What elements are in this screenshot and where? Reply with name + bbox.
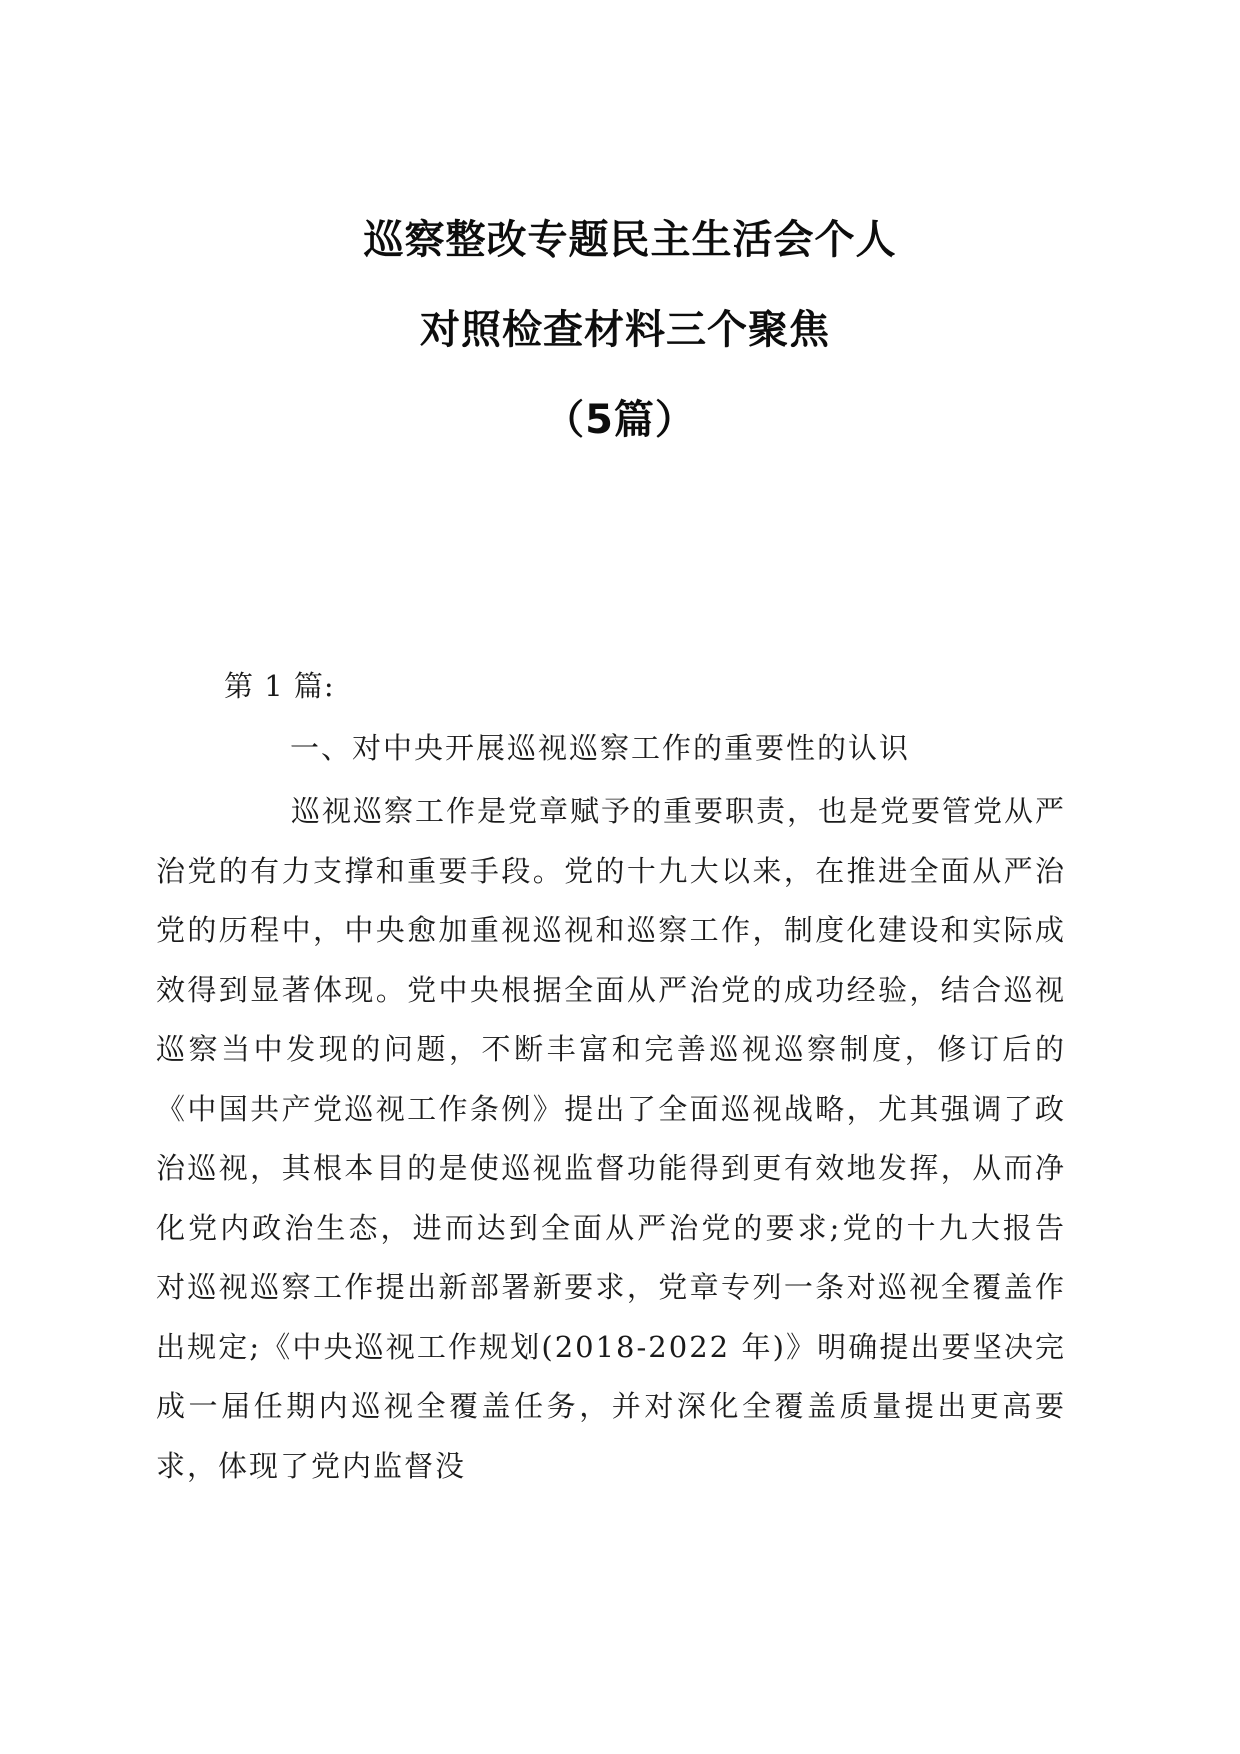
chapter-label: 第 1 篇: — [224, 669, 335, 703]
body-paragraph: 巡视巡察工作是党章赋予的重要职责，也是党要管党从严治党的有力支撑和重要手段。党的十九大以来，在推进全面从严治党的历程中，中央愈加重视巡视和巡察工作，制度化建设和实际成效得到显著体现。党中央根据全面从严治党的成功经验，结合巡视巡察当中发现的问题，不断丰富和完善巡视巡察制度，修订后的《中国共产党巡视工作条例》提出了全面巡视战略，尤其强调了政治巡视，其根本目的是使巡视监督功能得到更有效地发挥，从而净化党内政治生态，进而达到全面从严治党的要求;党的十九大报告对巡视巡察工作提出新部署新要求，党章专列一条对巡视全覆盖作出规定;《中央巡视工作规划(2018-2022 年)》明确提出要坚决完成一届任期内巡视全覆盖任务，并对深化全覆盖质量提出更高要求，体现了党内监督没 — [156, 794, 1067, 1483]
title-line-1: 巡察整改专题民主生活会个人 — [363, 217, 897, 263]
document-title — [0, 214, 1240, 484]
section-heading: 一、对中央开展巡视巡察工作的重要性的认识 — [290, 731, 911, 765]
title-line-2: 对照检查材料三个聚焦 — [420, 307, 830, 353]
document-body — [156, 660, 1066, 1496]
title-line-3: （5篇） — [544, 397, 696, 443]
